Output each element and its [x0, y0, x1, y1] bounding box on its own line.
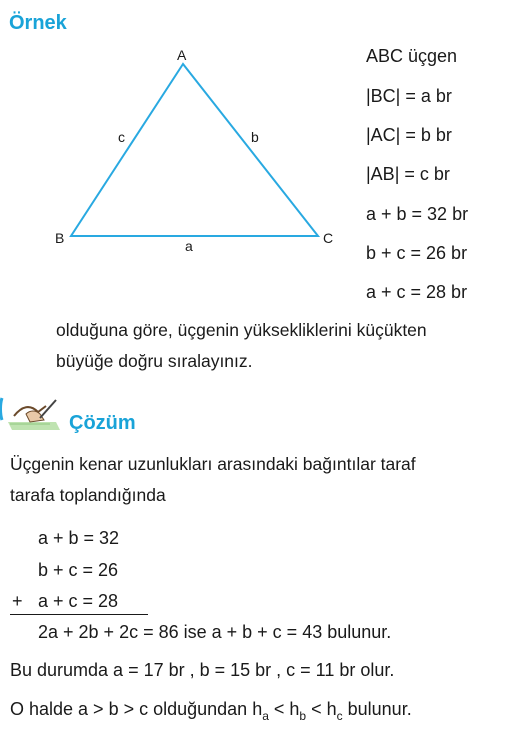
- equation-1: a + b = 32: [38, 528, 120, 548]
- vertex-b-label: B: [55, 230, 65, 246]
- vertex-c-label: C: [323, 230, 334, 246]
- intro-line: tarafa toplandığında: [10, 485, 166, 505]
- equation-2: b + c = 26: [38, 560, 119, 580]
- sum-divider: [10, 614, 148, 615]
- conclusion-line: O halde a > b > c olduğundan $h_a < h_b < h_c$ bulunur.: [10, 699, 412, 723]
- example-title: Örnek: [9, 12, 67, 34]
- given-line: ABC üçgen: [366, 46, 458, 66]
- equation-3: a + c = 28: [38, 591, 119, 611]
- given-line: |BC| = a br: [366, 86, 452, 106]
- solution-title: Çözüm: [69, 412, 136, 434]
- vertex-a-label: A: [177, 47, 187, 63]
- side-c-label: c: [118, 129, 125, 145]
- sum-line: 2a + 2b + 2c = 86 ise a + b + c = 43 bulunur.: [38, 622, 392, 642]
- given-line: a + b = 32 br: [366, 204, 469, 224]
- pen-writing-icon: [0, 392, 62, 434]
- triangle-diagram: [0, 40, 360, 260]
- question-line: olduğuna göre, üçgenin yüksekliklerini küçükten: [56, 320, 427, 340]
- side-b-label: b: [251, 129, 259, 145]
- given-line: b + c = 26 br: [366, 243, 468, 263]
- given-line: |AC| = b br: [366, 125, 452, 145]
- question-line: büyüğe doğru sıralayınız.: [56, 351, 253, 371]
- side-a-label: a: [185, 238, 193, 254]
- result-line: Bu durumda a = 17 br , b = 15 br , c = 11 br olur.: [10, 660, 395, 680]
- triangle-shape: [71, 64, 318, 236]
- given-line: |AB| = c br: [366, 164, 450, 184]
- given-line: a + c = 28 br: [366, 282, 468, 302]
- plus-sign: +: [12, 591, 23, 611]
- intro-line: Üçgenin kenar uzunlukları arasındaki bağıntılar taraf: [10, 454, 416, 474]
